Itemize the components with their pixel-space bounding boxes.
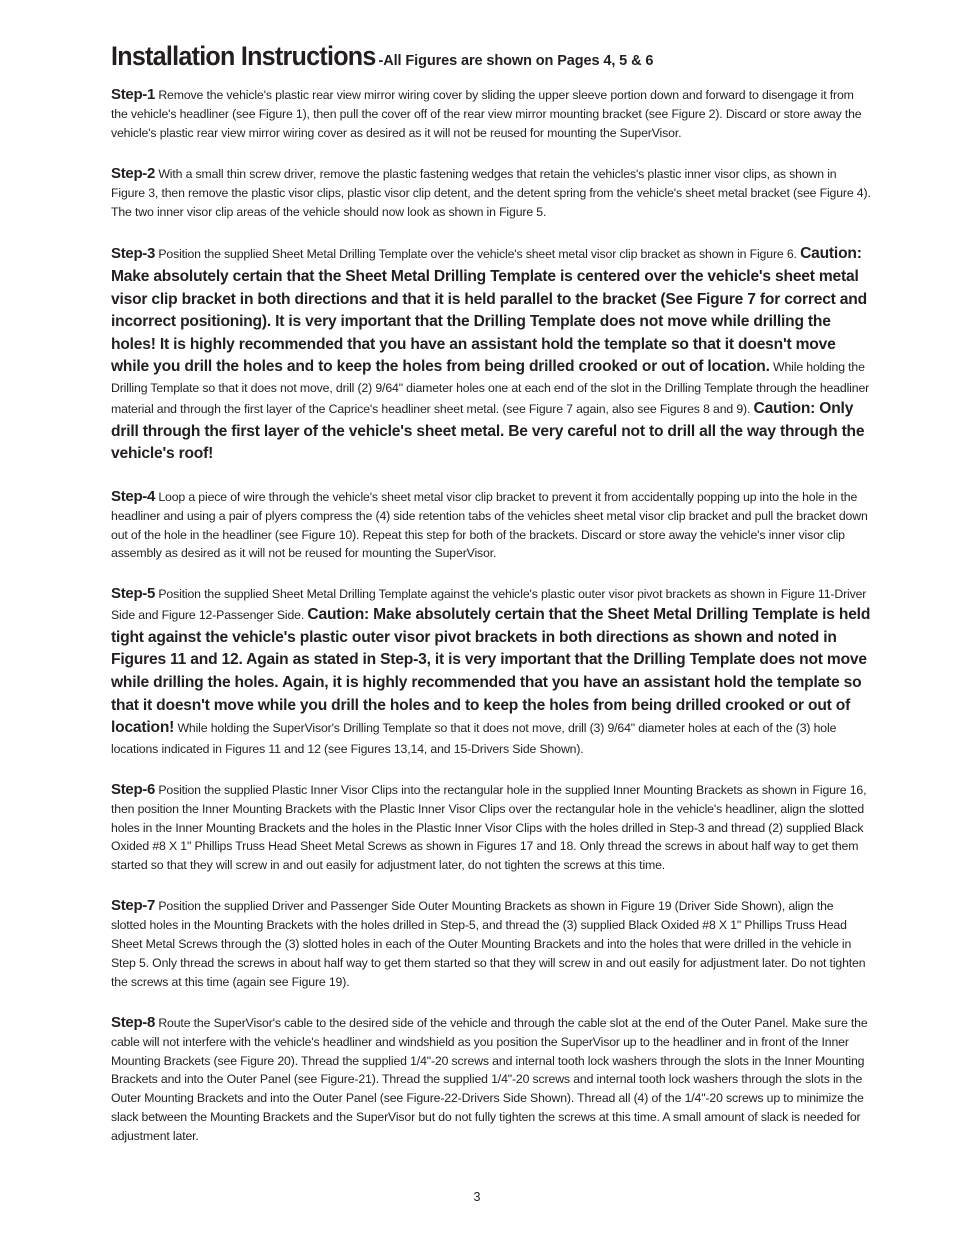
page-title xyxy=(111,36,871,81)
step-label: Step-8 xyxy=(111,1013,156,1031)
step-8 xyxy=(111,1014,871,1146)
step-text: Route the SuperVisor's cable to the desired side of the vehicle and through the cable slot at the end of the Outer Panel. Make sure the cable will not interfere with the vehicle's headliner and windshield as you position the SuperVisor up to the headliner and in front of the Inner Mounting Brackets (see Figure 20). Thread the supplied 1/4"-20 screws and internal tooth lock washers through the slots in the Inner Mounting Brackets and into the Outer Panel (see Figure-21). Thread the supplied 1/4"-20 screws and internal tooth lock washers through the slots in the Outer Mounting Brackets and into the Outer Panel (see Figure-22-Drivers Side Shown). Thread all (4) of the 1/4"-20 screws up to minimize the slack between the Mounting Brackets and the SuperVisor but do not fully tighten the screws at this time. A small amount of slack is needed for adjustment later. xyxy=(111,1015,868,1144)
step-5 xyxy=(111,585,871,758)
caution-text: Caution: Only drill through the first layer of the vehicle's sheet metal. Be very careful not to drill all the way through the vehicle's roof! xyxy=(111,399,865,463)
step-text: Position the supplied Sheet Metal Drilling Template against the vehicle's plastic outer visor pivot brackets as shown in Figure 11-Driver Side and Figure 12-Passenger Side. xyxy=(111,587,867,623)
step-label: Step-7 xyxy=(111,897,156,915)
step-label: Step-5 xyxy=(111,585,156,603)
step-label: Step-3 xyxy=(111,245,156,263)
step-text: Position the supplied Sheet Metal Drilling Template over the vehicle's sheet metal visor clip bracket as shown in Figure 6. xyxy=(158,247,797,262)
step-text-continued: While holding the SuperVisor's Drilling Template so that it does not move, drill (3) 9/64" diameter holes at each of the (3) hole locations indicated in Figures 11 and 12 (see Figures 13,14, and 15-Drivers Side Shown). xyxy=(111,721,837,756)
caution-text: Caution: Make absolutely certain that the Sheet Metal Drilling Template is centered over the vehicle's sheet metal visor clip bracket in both directions and that it is held parallel to the bracket (See Figure 7 for correct and incorrect positioning). It is very important that the Drilling Template does not move while drilling the holes! It is highly recommended that you have an assistant hold the template so that it doesn't move while you drill the holes and to keep the holes from being drilled crooked or out of location. xyxy=(111,245,867,376)
step-text: Position the supplied Driver and Passenger Side Outer Mounting Brackets as shown in Figure 19 (Driver Side Shown), align the slotted holes in the Mounting Brackets with the holes drilled in Step-5, and thread the (3) supplied Black Oxided #8 X 1" Phillips Truss Head Sheet Metal Screws through the (3) slotted holes in each of the Outer Mounting Brackets and into the holes that were drilled in the vehicle in Step 5. Only thread the screws in about half way to get them started so that they will screw in and out easily for adjustment later. Do not tighten the screws at this time (again see Figure 19). xyxy=(111,899,866,989)
step-2 xyxy=(111,165,871,222)
page-number: 3 xyxy=(473,1190,481,1204)
caution-text: Caution: Make absolutely certain that the Sheet Metal Drilling Template is held tight against the vehicle's plastic outer visor pivot brackets in both directions as shown and noted in Figures 11 and 12. Again as stated in Step-3, it is very important that the Drilling Template does not move while drilling the holes. Again, it is highly recommended that you have an assistant hold the template so that it doesn't move while you drill the holes and to keep the holes from being drilled crooked or out of location! xyxy=(111,606,871,737)
step-label: Step-2 xyxy=(111,164,156,182)
title-subtitle: -All Figures are shown on Pages 4, 5 & 6 xyxy=(378,53,654,69)
step-text-continued: While holding the Drilling Template so that it does not move, drill (2) 9/64" diameter holes one at each end of the slot in the Drilling Template through the headliner material and through the first layer of the Caprice's headliner sheet metal. (see Figure 7 again, also see Figures 8 and 9). xyxy=(111,360,870,416)
step-label: Step-1 xyxy=(111,86,156,103)
step-3 xyxy=(111,243,871,465)
title-main: Installation Instructions xyxy=(111,41,376,71)
step-text: Loop a piece of wire through the vehicle's sheet metal visor clip bracket to prevent it from accidentally popping up into the hole in the headliner and using a pair of plyers compress the (4) side retention tabs of the vehicles sheet metal visor clip bracket and pull the bracket down out of the hole in the headliner (see Figure 10). Repeat this step for both of the brackets. Discard or store away the vehicle's inner visor clip assembly as desired as it will not be reused for mounting the SuperVisor. xyxy=(111,489,868,561)
step-6 xyxy=(111,781,871,876)
document-page xyxy=(111,36,871,1168)
step-label: Step-6 xyxy=(111,780,156,798)
step-text: With a small thin screw driver, remove the plastic fastening wedges that retain the vehicles's plastic inner visor clips, as shown in Figure 3, then remove the plastic visor clips, plastic visor clip detent, and the detent spring from the vehicle's sheet metal bracket (see Figure 4). The two inner visor clip areas of the vehicle should now look as shown in Figure 5. xyxy=(111,166,871,219)
step-7 xyxy=(111,897,871,992)
step-label: Step-4 xyxy=(111,487,156,505)
step-text: Remove the vehicle's plastic rear view mirror wiring cover by sliding the upper sleeve portion down and forward to disengage it from the vehicle's headliner (see Figure 1), then pull the cover off of the rear view mirror mounting bracket (see Figure 2). Discard or store away the vehicle's plastic rear view mirror wiring cover as desired as it will not be reused for mounting the SuperVisor. xyxy=(111,88,862,140)
step-text: Position the supplied Plastic Inner Visor Clips into the rectangular hole in the supplied Inner Mounting Brackets as shown in Figure 16, then position the Inner Mounting Brackets with the Plastic Inner Visor Clips over the rectangular hole in the vehicle's headliner, align the slotted holes in the Inner Mounting Brackets and the holes in the Plastic Inner Visor Clips with the holes drilled in Step-3 and thread (2) supplied Black Oxided #8 X 1" Phillips Truss Head Sheet Metal Screws as shown in Figures 17 and 18. Only thread the screws in about half way to get them started so that they will screw in and out easily for adjustment later, do not tighten the screws at this time. xyxy=(111,782,867,873)
step-1 xyxy=(111,86,871,143)
step-4 xyxy=(111,488,871,564)
